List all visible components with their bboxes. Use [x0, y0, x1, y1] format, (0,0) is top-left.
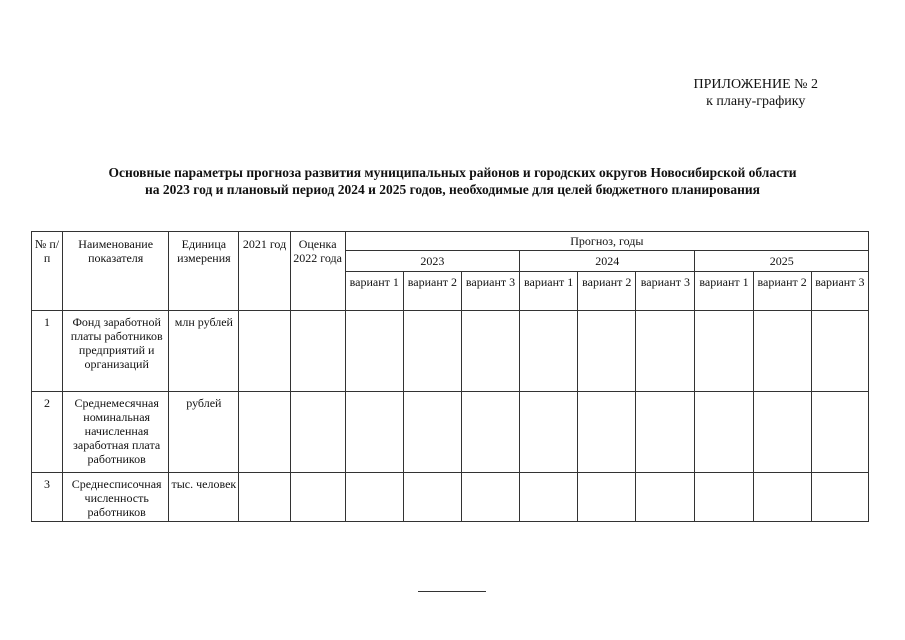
row-number: 2: [32, 392, 63, 473]
value-cell: [239, 311, 290, 392]
value-cell: [811, 392, 868, 473]
value-cell: [520, 473, 578, 522]
header-variant: вариант 3: [636, 272, 695, 311]
header-variant: вариант 2: [578, 272, 636, 311]
indicator-name: Среднесписочная численность работников: [63, 473, 169, 522]
value-cell: [345, 392, 403, 473]
header-variant: вариант 2: [753, 272, 811, 311]
value-cell: [695, 311, 753, 392]
header-year-2021: 2021 год: [239, 232, 290, 311]
value-cell: [695, 392, 753, 473]
document-title-line-1: Основные параметры прогноза развития муниципальных районов и городских округов Новосибирской области: [108, 165, 797, 180]
footer-divider: [418, 591, 486, 592]
appendix-reference: к плану-графику: [706, 94, 806, 109]
value-cell: [578, 311, 636, 392]
row-number: 1: [32, 311, 63, 392]
value-cell: [753, 311, 811, 392]
appendix-number: ПРИЛОЖЕНИЕ № 2: [693, 77, 818, 92]
value-cell: [345, 473, 403, 522]
header-variant: вариант 1: [695, 272, 753, 311]
header-variant: вариант 1: [520, 272, 578, 311]
value-cell: [239, 473, 290, 522]
value-cell: [695, 473, 753, 522]
indicator-name: Фонд заработной платы работников предприятий и организаций: [63, 311, 169, 392]
value-cell: [461, 311, 519, 392]
value-cell: [753, 392, 811, 473]
value-cell: [290, 473, 345, 522]
header-variant: вариант 2: [403, 272, 461, 311]
header-row-number: № п/п: [32, 232, 63, 311]
value-cell: [403, 392, 461, 473]
value-cell: [239, 392, 290, 473]
value-cell: [753, 473, 811, 522]
value-cell: [403, 473, 461, 522]
document-title: [0, 164, 905, 198]
value-cell: [578, 392, 636, 473]
header-forecast-year: 2025: [695, 251, 869, 272]
value-cell: [578, 473, 636, 522]
header-indicator-name: Наименование показателя: [63, 232, 169, 311]
unit-of-measure: тыс. человек: [169, 473, 239, 522]
value-cell: [636, 311, 695, 392]
table-row: [32, 311, 869, 392]
value-cell: [520, 311, 578, 392]
header-unit: Единица измерения: [169, 232, 239, 311]
value-cell: [403, 311, 461, 392]
header-variant: вариант 3: [811, 272, 868, 311]
value-cell: [461, 392, 519, 473]
table-row: [32, 392, 869, 473]
value-cell: [290, 311, 345, 392]
appendix-label: [694, 76, 819, 110]
header-forecast: Прогноз, годы: [345, 232, 868, 251]
value-cell: [811, 473, 868, 522]
value-cell: [636, 392, 695, 473]
document-title-line-2: на 2023 год и плановый период 2024 и 2025 годов, необходимые для целей бюджетного планирования: [145, 182, 760, 197]
row-number: 3: [32, 473, 63, 522]
value-cell: [811, 311, 868, 392]
header-variant: вариант 3: [461, 272, 519, 311]
header-forecast-year: 2024: [520, 251, 695, 272]
header-estimate-2022: Оценка 2022 года: [290, 232, 345, 311]
parameters-table: [31, 231, 869, 522]
value-cell: [345, 311, 403, 392]
unit-of-measure: млн рублей: [169, 311, 239, 392]
value-cell: [461, 473, 519, 522]
header-variant: вариант 1: [345, 272, 403, 311]
value-cell: [520, 392, 578, 473]
header-forecast-year: 2023: [345, 251, 519, 272]
table-row: [32, 473, 869, 522]
indicator-name: Среднемесячная номинальная начисленная заработная плата работников: [63, 392, 169, 473]
value-cell: [636, 473, 695, 522]
value-cell: [290, 392, 345, 473]
unit-of-measure: рублей: [169, 392, 239, 473]
